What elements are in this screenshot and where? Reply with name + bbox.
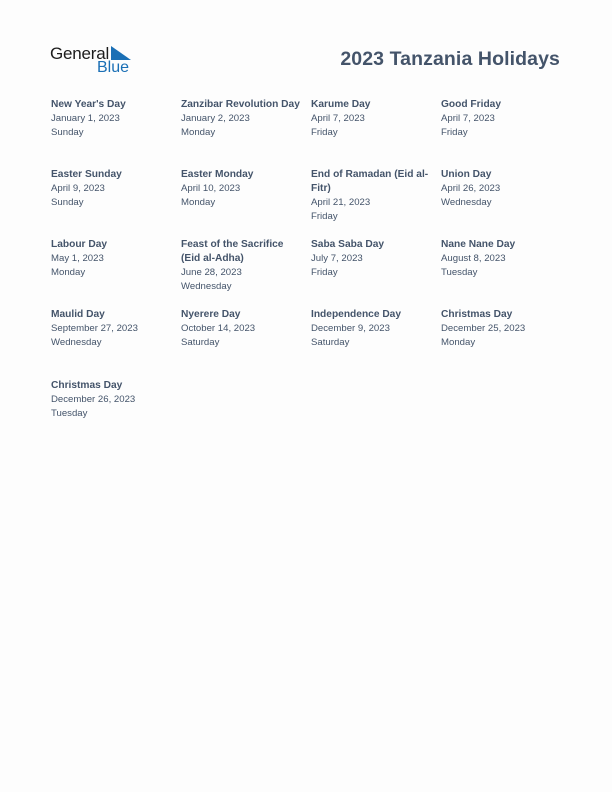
logo-blue-text: Blue xyxy=(97,59,130,76)
holiday-weekday: Wednesday xyxy=(441,197,492,208)
holiday-entry xyxy=(311,308,435,350)
holiday-weekday: Sunday xyxy=(51,127,84,138)
holiday-date: September 27, 2023 xyxy=(51,323,138,334)
holiday-name: Labour Day xyxy=(51,239,108,250)
holiday-name: New Year's Day xyxy=(51,99,126,110)
logo-general-text: General xyxy=(50,44,110,63)
holiday-weekday: Friday xyxy=(311,127,338,138)
page-title: 2023 Tanzania Holidays xyxy=(340,48,560,70)
holiday-weekday: Monday xyxy=(181,127,216,138)
holiday-entry xyxy=(441,98,565,140)
holiday-date: October 14, 2023 xyxy=(181,323,256,334)
holiday-entry xyxy=(311,168,433,224)
holiday-date: July 7, 2023 xyxy=(311,253,363,264)
holiday-name: Christmas Day xyxy=(51,380,123,391)
holiday-entry xyxy=(51,238,175,280)
holiday-weekday: Sunday xyxy=(51,197,84,208)
holiday-name: Saba Saba Day xyxy=(311,239,385,250)
holiday-name: Good Friday xyxy=(441,99,501,110)
holiday-entry xyxy=(51,379,175,421)
holiday-date: April 7, 2023 xyxy=(311,113,365,124)
holiday-name: Union Day xyxy=(441,169,492,180)
holiday-date: April 7, 2023 xyxy=(441,113,495,124)
holiday-name: Independence Day xyxy=(311,309,402,320)
holiday-weekday: Tuesday xyxy=(51,408,88,419)
holiday-entry xyxy=(311,98,435,140)
holiday-date: December 26, 2023 xyxy=(51,394,136,405)
holiday-entry xyxy=(51,98,175,140)
holiday-date: April 21, 2023 xyxy=(311,197,371,208)
holiday-entry xyxy=(51,168,175,210)
holiday-weekday: Saturday xyxy=(311,337,350,348)
logo-flag-icon xyxy=(111,46,131,60)
holiday-entry xyxy=(181,168,305,210)
holiday-name: Christmas Day xyxy=(441,309,513,320)
holiday-name: Karume Day xyxy=(311,99,371,110)
holiday-date: April 26, 2023 xyxy=(441,183,501,194)
holiday-weekday: Friday xyxy=(311,267,338,278)
holiday-name: Maulid Day xyxy=(51,309,105,320)
holiday-name: Zanzibar Revolution Day xyxy=(181,99,300,110)
holiday-date: December 25, 2023 xyxy=(441,323,526,334)
holiday-date: June 28, 2023 xyxy=(181,267,242,278)
holiday-weekday: Friday xyxy=(311,211,338,222)
holiday-name: Feast of the Sacrifice (Eid al-Adha) xyxy=(181,239,284,264)
holiday-entry xyxy=(311,238,435,280)
holiday-name: Nane Nane Day xyxy=(441,239,516,250)
holiday-date: May 1, 2023 xyxy=(51,253,104,264)
holiday-name: End of Ramadan (Eid al-Fitr) xyxy=(311,169,429,194)
holiday-date: August 8, 2023 xyxy=(441,253,506,264)
holiday-weekday: Saturday xyxy=(181,337,220,348)
holiday-weekday: Wednesday xyxy=(51,337,102,348)
holiday-entry xyxy=(441,308,565,350)
holiday-entry xyxy=(441,238,565,280)
holiday-entry xyxy=(181,308,305,350)
holiday-entry xyxy=(441,168,565,210)
holiday-name: Nyerere Day xyxy=(181,309,241,320)
general-blue-logo xyxy=(50,44,140,78)
holiday-weekday: Monday xyxy=(51,267,86,278)
holiday-weekday: Wednesday xyxy=(181,281,232,292)
holiday-date: January 2, 2023 xyxy=(181,113,250,124)
holiday-weekday: Friday xyxy=(441,127,468,138)
holiday-date: January 1, 2023 xyxy=(51,113,120,124)
holiday-entry xyxy=(181,238,297,294)
holiday-weekday: Monday xyxy=(181,197,216,208)
holiday-entry xyxy=(51,308,175,350)
holiday-date: April 9, 2023 xyxy=(51,183,105,194)
holiday-weekday: Tuesday xyxy=(441,267,478,278)
holiday-name: Easter Monday xyxy=(181,169,254,180)
holiday-entry xyxy=(181,98,307,140)
holiday-weekday: Monday xyxy=(441,337,476,348)
holiday-date: December 9, 2023 xyxy=(311,323,390,334)
holiday-date: April 10, 2023 xyxy=(181,183,241,194)
holiday-name: Easter Sunday xyxy=(51,169,122,180)
